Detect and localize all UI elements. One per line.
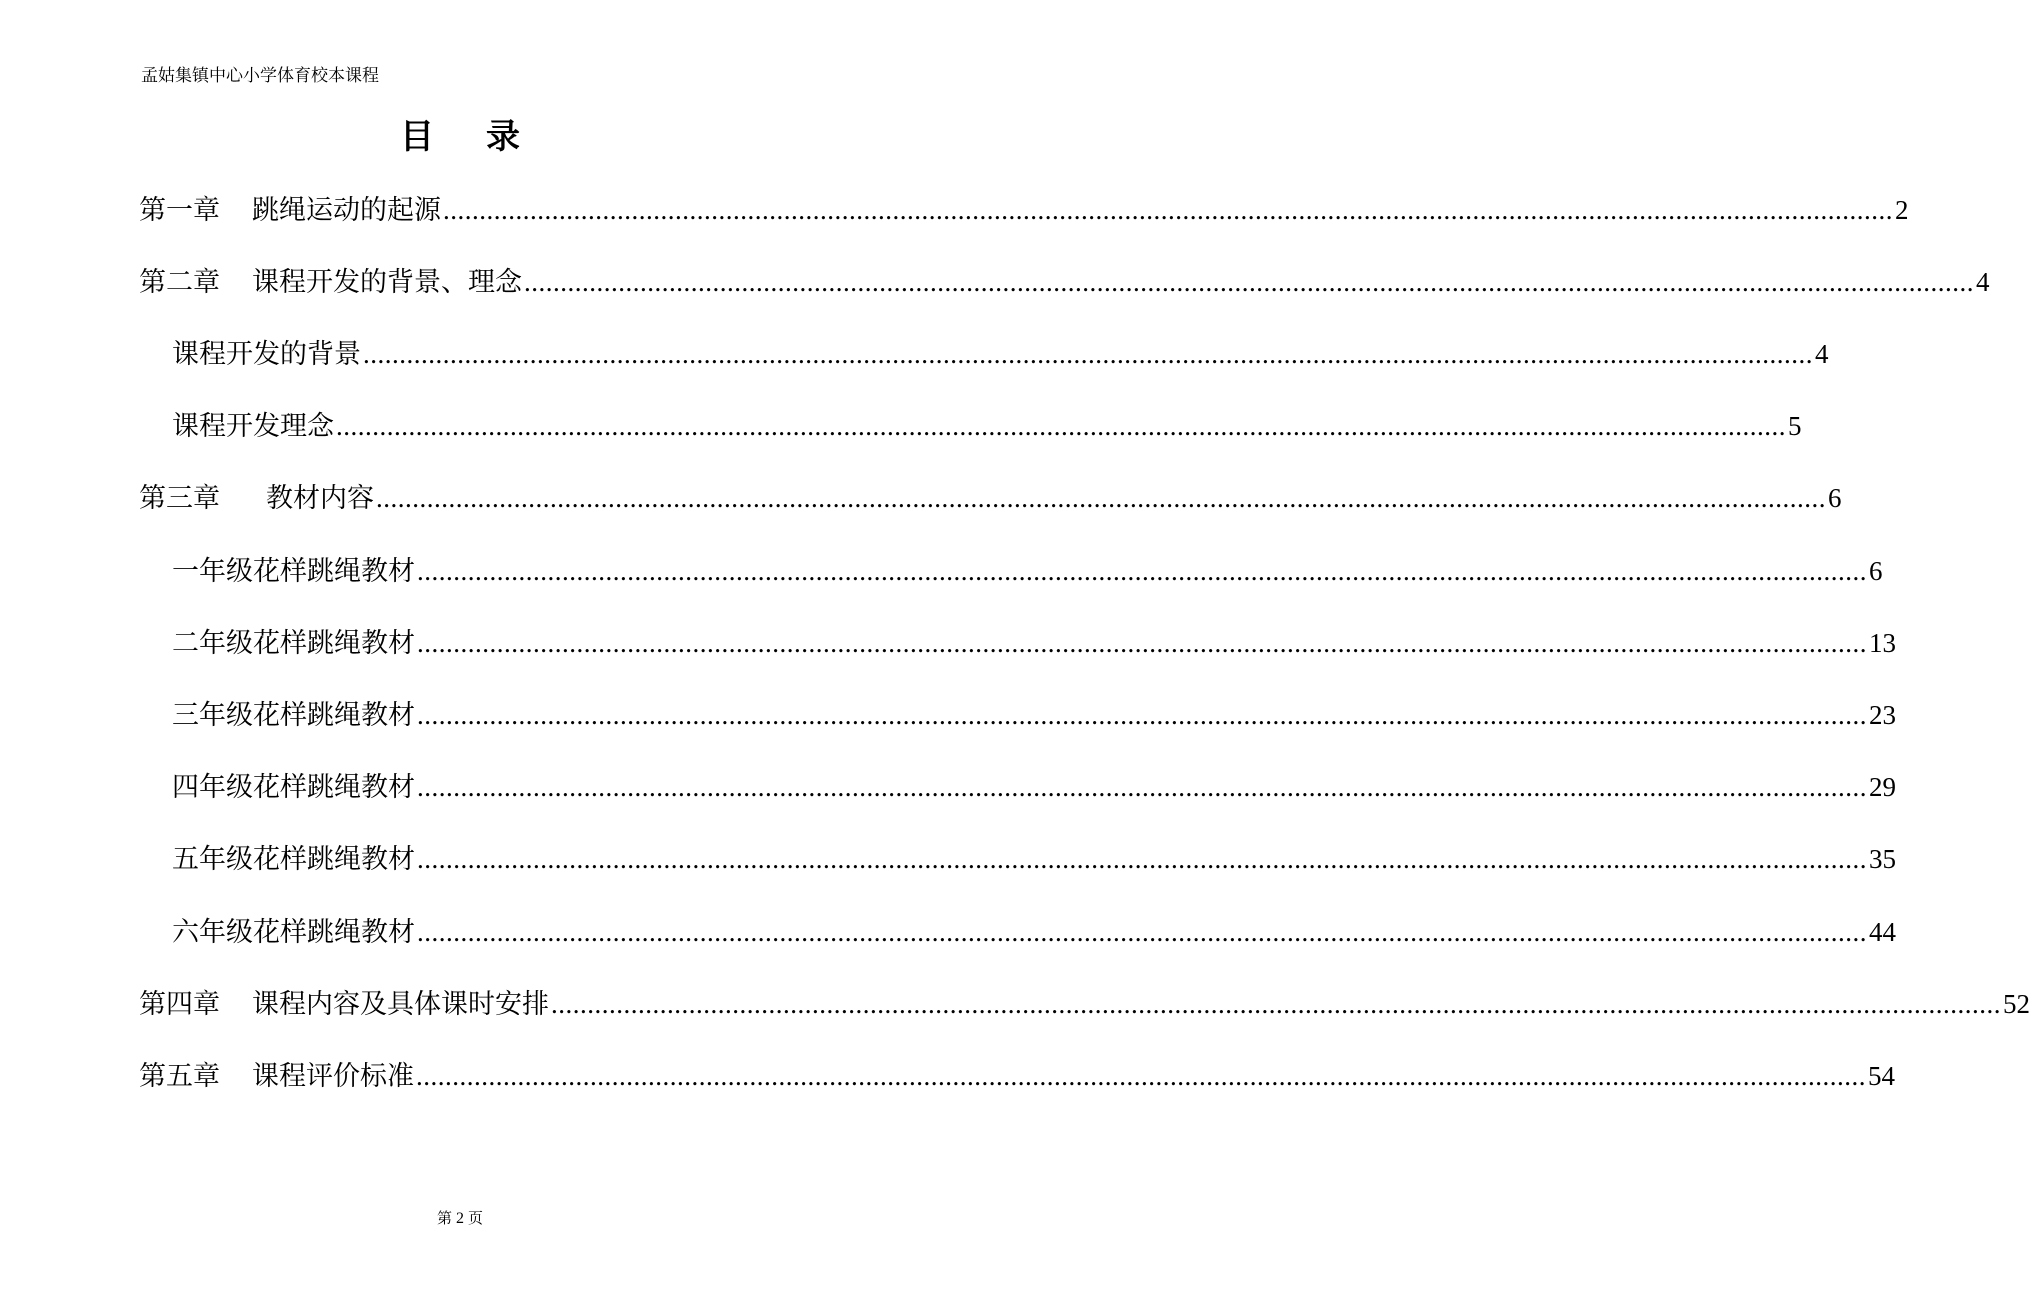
toc-dot-leader: ........................................................................................................................................................................................................ bbox=[417, 844, 1867, 874]
toc-entry-title: 六年级花样跳绳教材 bbox=[172, 917, 415, 948]
toc-entry-label bbox=[172, 407, 334, 447]
toc-entry-label bbox=[172, 913, 415, 953]
footer-suffix: 页 bbox=[468, 1209, 484, 1227]
toc-page-number: 52 bbox=[2003, 989, 2030, 1019]
toc-page-number: 4 bbox=[1976, 267, 1990, 297]
toc-entry[interactable] bbox=[172, 551, 1883, 591]
toc-dot-leader: ........................................................................................................................................................................................................ bbox=[376, 483, 1826, 513]
toc-entry-label bbox=[172, 335, 361, 375]
running-header: 孟姑集镇中心小学体育校本课程 bbox=[141, 66, 379, 86]
toc-chapter-number: 第一章 bbox=[139, 195, 220, 226]
toc-chapter-number: 第二章 bbox=[139, 267, 220, 298]
toc-entry-title: 课程开发的背景 bbox=[172, 339, 361, 370]
toc-page-number: 23 bbox=[1869, 700, 1896, 730]
toc-dot-leader: ........................................................................................................................................................................................................ bbox=[363, 339, 1813, 369]
toc-entry-label bbox=[139, 479, 374, 519]
toc-entry-title: 五年级花样跳绳教材 bbox=[172, 844, 415, 875]
toc-entry-title: 跳绳运动的起源 bbox=[252, 195, 441, 226]
toc-entry-label bbox=[139, 263, 522, 303]
toc-dot-leader: ........................................................................................................................................................................................................ bbox=[551, 989, 2001, 1019]
toc-title: 目录 bbox=[400, 117, 572, 157]
toc-entry-label bbox=[139, 191, 441, 231]
footer-prefix: 第 bbox=[436, 1209, 452, 1227]
toc-entry-label bbox=[172, 768, 415, 808]
toc-chapter-number: 第四章 bbox=[139, 989, 220, 1020]
toc-page-number: 13 bbox=[1869, 628, 1896, 658]
page-footer bbox=[0, 1208, 920, 1229]
toc-entry[interactable] bbox=[139, 1056, 1895, 1096]
toc-entry-label bbox=[139, 1057, 414, 1097]
toc-entry-title: 课程开发的背景、理念 bbox=[252, 267, 522, 298]
toc-entry-title: 课程评价标准 bbox=[252, 1061, 414, 1092]
toc-page-number: 44 bbox=[1869, 917, 1896, 947]
toc-dot-leader: ........................................................................................................................................................................................................ bbox=[336, 411, 1786, 441]
toc-dot-leader: ........................................................................................................................................................................................................ bbox=[417, 700, 1867, 730]
toc-entry-title: 课程内容及具体课时安排 bbox=[252, 989, 549, 1020]
toc-page-number: 6 bbox=[1869, 556, 1883, 586]
toc-chapter-number: 第五章 bbox=[139, 1061, 220, 1092]
toc-page-number: 35 bbox=[1869, 844, 1896, 874]
toc-entry-title: 三年级花样跳绳教材 bbox=[172, 700, 415, 731]
toc-entry-title: 一年级花样跳绳教材 bbox=[172, 556, 415, 587]
toc-entry[interactable] bbox=[172, 406, 1802, 446]
toc-entry[interactable] bbox=[172, 767, 1896, 807]
toc-page-number: 6 bbox=[1828, 483, 1842, 513]
toc-entry-label bbox=[139, 985, 549, 1025]
toc-entry[interactable] bbox=[139, 478, 1842, 518]
toc-entry[interactable] bbox=[139, 190, 1909, 230]
toc-page-number: 54 bbox=[1868, 1061, 1895, 1091]
toc-dot-leader: ........................................................................................................................................................................................................ bbox=[417, 628, 1867, 658]
toc-entry[interactable] bbox=[172, 839, 1896, 879]
toc-entry[interactable] bbox=[139, 984, 2030, 1024]
toc-page-number: 5 bbox=[1788, 411, 1802, 441]
toc-page-number: 2 bbox=[1895, 195, 1909, 225]
toc-chapter-number: 第三章 bbox=[139, 483, 220, 514]
toc-page-number: 29 bbox=[1869, 772, 1896, 802]
toc-entry[interactable] bbox=[172, 695, 1896, 735]
toc-dot-leader: ........................................................................................................................................................................................................ bbox=[524, 267, 1974, 297]
toc-entry-title: 二年级花样跳绳教材 bbox=[172, 628, 415, 659]
toc-entry-label bbox=[172, 624, 415, 664]
toc-entry-title: 课程开发理念 bbox=[172, 411, 334, 442]
toc-dot-leader: ........................................................................................................................................................................................................ bbox=[443, 195, 1893, 225]
toc-entry[interactable] bbox=[172, 334, 1829, 374]
toc-entry[interactable] bbox=[172, 912, 1896, 952]
toc-page-number: 4 bbox=[1815, 339, 1829, 369]
toc-entry[interactable] bbox=[139, 262, 1990, 302]
toc-entry-label bbox=[172, 696, 415, 736]
toc-dot-leader: ........................................................................................................................................................................................................ bbox=[416, 1061, 1866, 1091]
toc-entry-title: 四年级花样跳绳教材 bbox=[172, 772, 415, 803]
toc-entry[interactable] bbox=[172, 623, 1896, 663]
toc-entry-title: 教材内容 bbox=[266, 483, 374, 514]
toc-entry-label bbox=[172, 840, 415, 880]
toc-dot-leader: ........................................................................................................................................................................................................ bbox=[417, 556, 1867, 586]
toc-dot-leader: ........................................................................................................................................................................................................ bbox=[417, 772, 1867, 802]
footer-page-number: 2 bbox=[456, 1210, 464, 1227]
toc-entry-label bbox=[172, 552, 415, 592]
toc-dot-leader: ........................................................................................................................................................................................................ bbox=[417, 917, 1867, 947]
